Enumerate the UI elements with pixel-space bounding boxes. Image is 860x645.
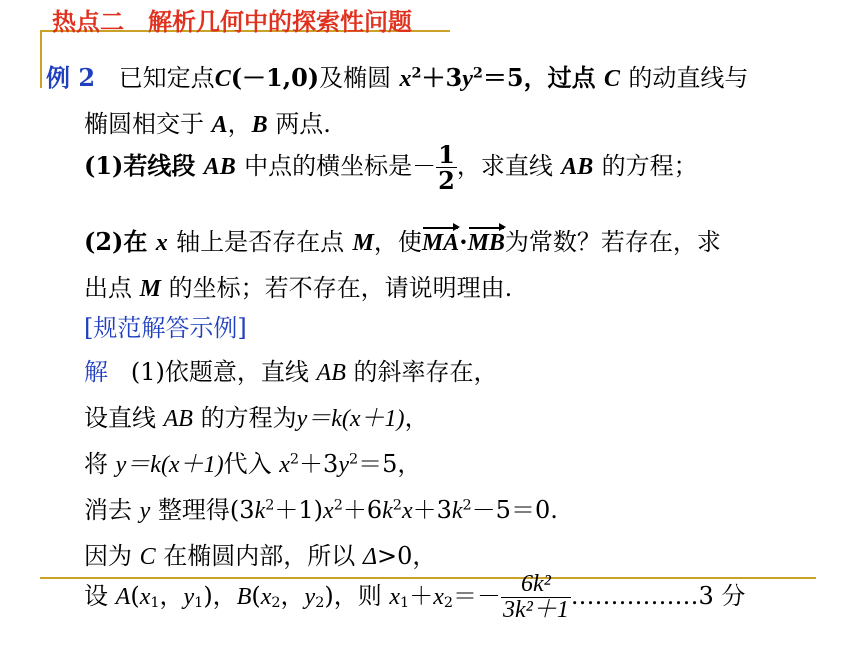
page-title: 热点二 解析几何中的探索性问题 <box>52 7 412 36</box>
solution-line-6: 设 $A(x_1$，$y_1$)，$B(x_2$，$y_2$)，则 $x_1+x_2=-$ $\frac{\text{6k²}}{\text{3k²＋1}}$ .……………3 分 <box>84 571 746 624</box>
question-2-line-2: 出点 M 的坐标；若不存在，请说明理由. <box>84 274 513 302</box>
solution-line-1: 解 (1)依题意，直线 AB 的斜率存在， <box>84 358 498 386</box>
vector-MA: MA <box>421 230 460 256</box>
question-1: (1)若线段 AB 中点的横坐标是－ $\frac{1}{2}$ ，求直线 AB 的方程； <box>84 140 698 196</box>
solution-line-2: 设直线 AB 的方程为y＝k(x＋1)， <box>84 404 429 432</box>
solution-line-3: 将 y＝k(x＋1)代入 $x^2+3y^2=5$， <box>84 450 422 478</box>
title-left-bar <box>40 30 42 88</box>
fraction-one-half: $\frac{1}{2}$ <box>438 140 455 196</box>
solution-line-5: 因为 C 在椭圆内部，所以 Δ>0， <box>84 542 437 570</box>
score-marker: .……………3 分 <box>570 582 746 611</box>
solution-heading: [规范解答示例] <box>84 314 247 342</box>
example-line-1: 例 2 已知定点C(－1,0)及椭圆 $x^2+3y^2=5$，过点 C 的动直线与 <box>46 63 749 92</box>
solution-label: 解 <box>84 358 108 386</box>
example-line-2: 椭圆相交于 A，B 两点. <box>84 110 331 138</box>
vector-MB: MB <box>467 230 505 256</box>
fraction-sum: $\frac{\text{6k²}}{\text{3k²＋1}}$ <box>503 571 569 624</box>
example-label: 例 2 <box>46 63 96 92</box>
question-2: (2)在 x 轴上是否存在点 M，使MA·MB为常数？若存在，求 <box>84 227 721 256</box>
solution-line-4: 消去 y 整理得$(3k^2+1)x^2+6k^2x+3k^2-5=0$. <box>84 496 558 524</box>
